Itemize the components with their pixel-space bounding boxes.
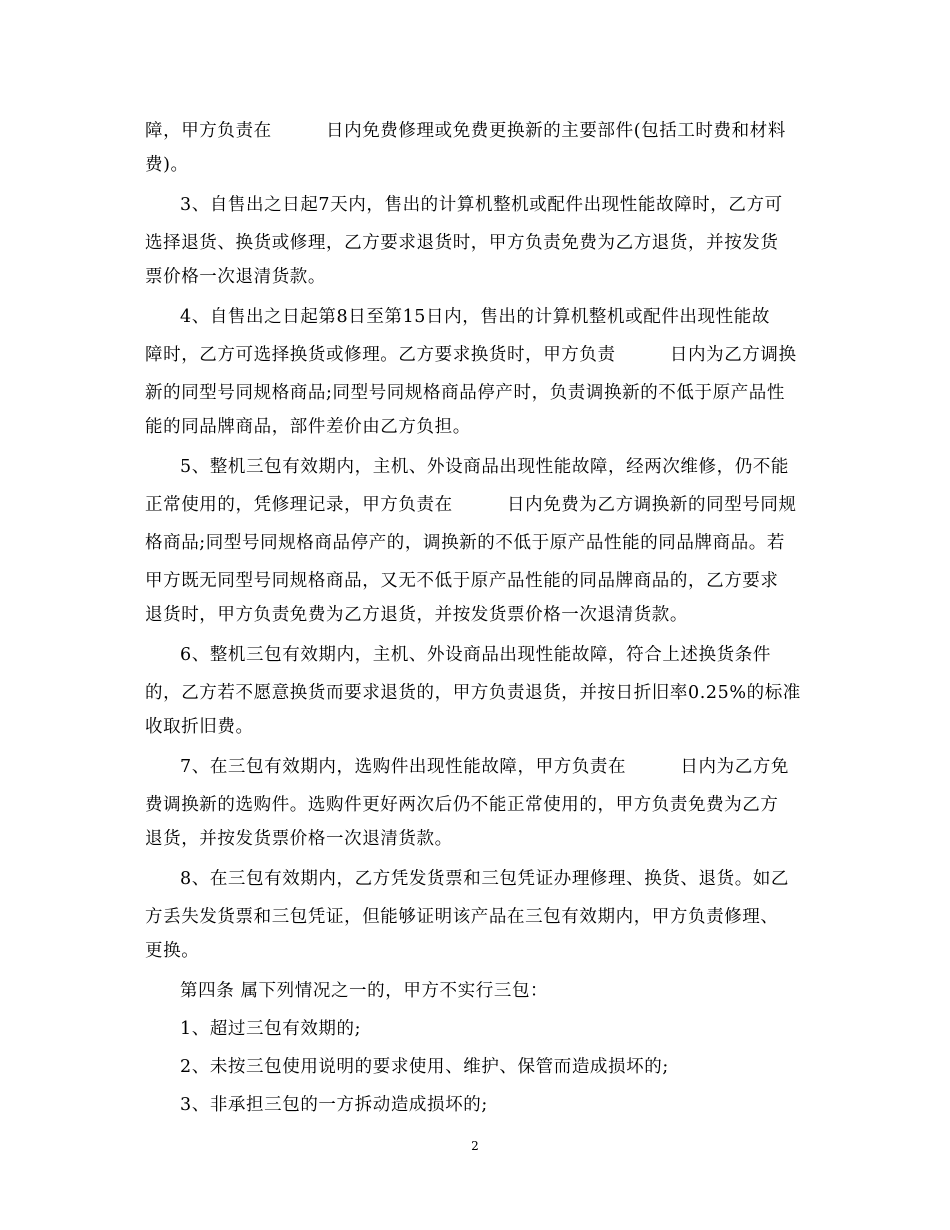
text-line: 选择退货、换货或修理，乙方要求退货时，甲方负责免费为乙方退货，并按发货 xyxy=(145,233,779,253)
page-number: 2 xyxy=(471,1139,479,1153)
text-line: 3、自售出之日起7天内，售出的计算机整机或配件出现性能故障时，乙方可 xyxy=(180,195,783,215)
text-line: 7、在三包有效期内，选购件出现性能故障，甲方负责在 日内为乙方免 xyxy=(180,757,790,777)
text-line: 格商品;同型号同规格商品停产的，调换新的不低于原产品性能的同品牌商品。若 xyxy=(145,533,785,553)
text-line: 的，乙方若不愿意换货而要求退货的，甲方负责退货，并按日折旧率0.25%的标准 xyxy=(145,683,801,703)
text-line: 更换。 xyxy=(145,941,200,961)
text-line: 2、未按三包使用说明的要求使用、维护、保管而造成损坏的; xyxy=(180,1057,669,1077)
text-line: 3、非承担三包的一方拆动造成损坏的; xyxy=(180,1095,488,1115)
text-line: 方丢失发货票和三包凭证，但能够证明该产品在三包有效期内，甲方负责修理、 xyxy=(145,907,779,927)
text-line: 能的同品牌商品，部件差价由乙方负担。 xyxy=(145,417,471,437)
text-line: 退货，并按发货票价格一次退清货款。 xyxy=(145,829,453,849)
text-line: 障，甲方负责在 日内免费修理或免费更换新的主要部件(包括工时费和材料 xyxy=(145,121,786,141)
text-line: 退货时，甲方负责免费为乙方退货，并按发货票价格一次退清货款。 xyxy=(145,605,688,625)
text-line: 票价格一次退清货款。 xyxy=(145,267,326,287)
text-line: 费)。 xyxy=(145,155,189,175)
text-line: 费调换新的选购件。选购件更好两次后仍不能正常使用的，甲方负责免费为乙方 xyxy=(145,795,779,815)
text-line: 第四条 属下列情况之一的，甲方不实行三包： xyxy=(180,981,549,1001)
text-line: 正常使用的，凭修理记录，甲方负责在 日内免费为乙方调换新的同型号同规 xyxy=(145,495,797,515)
text-line: 4、自售出之日起第8日至第15日内，售出的计算机整机或配件出现性能故 xyxy=(180,307,770,327)
text-line: 障时，乙方可选择换货或修理。乙方要求换货时，甲方负责 日内为乙方调换 xyxy=(145,345,797,365)
text-line: 新的同型号同规格商品;同型号同规格商品停产时，负责调换新的不低于原产品性 xyxy=(145,383,785,403)
text-line: 甲方既无同型号同规格商品，又无不低于原产品性能的同品牌商品的，乙方要求 xyxy=(145,571,779,591)
text-line: 收取折旧费。 xyxy=(145,717,254,737)
text-line: 8、在三包有效期内，乙方凭发货票和三包凭证办理修理、换货、退货。如乙 xyxy=(180,869,790,889)
text-line: 1、超过三包有效期的; xyxy=(180,1019,362,1039)
text-line: 6、整机三包有效期内，主机、外设商品出现性能故障，符合上述换货条件 xyxy=(180,645,771,665)
text-line: 5、整机三包有效期内，主机、外设商品出现性能故障，经两次维修，仍不能 xyxy=(180,457,790,477)
